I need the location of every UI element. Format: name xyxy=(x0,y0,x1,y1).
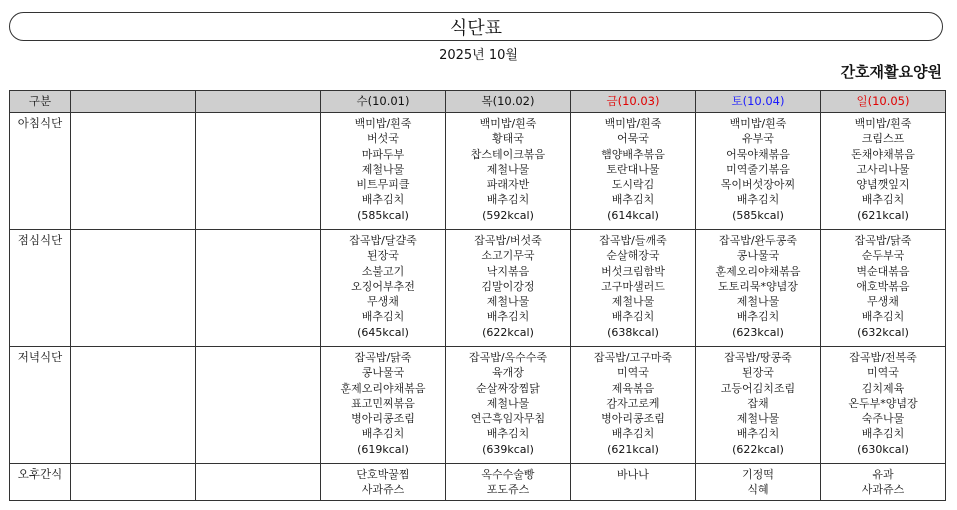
menu-item: 순살해장국 xyxy=(606,249,660,263)
menu-item: 제철나물 xyxy=(736,412,780,426)
menu-item: 버섯크림함박 xyxy=(601,264,665,278)
menu-cell-wed xyxy=(321,347,446,464)
menu-item: 애호박볶음 xyxy=(856,279,910,293)
menu-cell-fri xyxy=(571,464,696,501)
menu-item: 포도쥬스 xyxy=(486,483,530,497)
menu-item: 연근흑임자무침 xyxy=(470,412,546,426)
menu-item: (592kcal) xyxy=(482,208,534,222)
menu-item: 표고민찌볶음 xyxy=(351,396,415,410)
menu-item: (638kcal) xyxy=(607,325,659,339)
menu-item: 기정떡 xyxy=(742,468,774,481)
menu-item: 숙주나물 xyxy=(861,412,905,426)
menu-item: 배추김치 xyxy=(861,310,905,324)
menu-item: 제육볶음 xyxy=(611,381,655,395)
page-title: 식단표 xyxy=(449,17,503,39)
menu-item: 소불고기 xyxy=(361,264,405,278)
menu-cell-sat xyxy=(696,113,821,230)
menu-item: 목이버섯장아찌 xyxy=(720,178,796,192)
blank-cell xyxy=(71,464,196,501)
menu-item: 육개장 xyxy=(492,366,524,380)
menu-item: 잡곡밥/닭죽 xyxy=(354,351,412,364)
menu-item: 김치제육 xyxy=(861,381,905,395)
menu-item: 배추김치 xyxy=(736,310,780,324)
menu-item: 버섯국 xyxy=(367,132,399,146)
menu-cell-wed xyxy=(321,113,446,230)
menu-item: 유과 xyxy=(872,468,894,481)
menu-item: 미역국 xyxy=(867,366,899,380)
menu-item: 온두부*양념장 xyxy=(848,396,918,410)
menu-item: 잡곡밥/고구마죽 xyxy=(593,351,673,364)
header-day-sat: 토(10.04) xyxy=(696,91,821,113)
menu-item: 배추김치 xyxy=(611,310,655,324)
menu-item: 제철나물 xyxy=(486,396,530,410)
header-blank-1 xyxy=(71,91,196,113)
menu-cell-sun xyxy=(821,113,946,230)
menu-item: (619kcal) xyxy=(357,442,409,456)
menu-item: 잡곡밥/땅콩죽 xyxy=(724,351,792,364)
header-blank-2 xyxy=(196,91,321,113)
breakfast-row xyxy=(10,113,946,230)
menu-item: (585kcal) xyxy=(357,208,409,222)
menu-item: 비트무피클 xyxy=(356,178,410,192)
menu-item: 잡곡밥/전복죽 xyxy=(849,351,917,364)
menu-item: 고구마샐러드 xyxy=(601,279,665,293)
menu-item: 크림스프 xyxy=(861,132,905,146)
menu-item: (614kcal) xyxy=(607,208,659,222)
menu-item: (630kcal) xyxy=(857,442,909,456)
menu-item: (639kcal) xyxy=(482,442,534,456)
menu-item: 된장국 xyxy=(367,249,399,263)
snack-row xyxy=(10,464,946,501)
menu-item: 잡곡밥/닭죽 xyxy=(854,234,912,247)
menu-item: 훈제오리야채볶음 xyxy=(340,381,426,395)
menu-item: 배추김치 xyxy=(486,310,530,324)
menu-item: (622kcal) xyxy=(732,442,784,456)
row-label: 오후간식 xyxy=(10,464,71,501)
menu-cell-wed xyxy=(321,464,446,501)
menu-item: 병아리콩조림 xyxy=(601,412,665,426)
blank-cell xyxy=(71,347,196,464)
menu-item: 옥수수술빵 xyxy=(481,468,535,481)
menu-item: 배추김치 xyxy=(861,193,905,207)
menu-item: 무생채 xyxy=(367,295,399,309)
menu-item: 배추김치 xyxy=(861,427,905,441)
menu-item: 제철나물 xyxy=(611,295,655,309)
menu-item: 배추김치 xyxy=(736,193,780,207)
menu-item: 배추김치 xyxy=(611,427,655,441)
menu-item: 감자고로케 xyxy=(606,396,660,410)
menu-cell-thu xyxy=(446,347,571,464)
organization-name: 간호재활요양원 xyxy=(840,63,942,81)
menu-item: 백미밥/흰죽 xyxy=(854,117,912,130)
blank-cell xyxy=(196,464,321,501)
menu-item: 백미밥/흰죽 xyxy=(354,117,412,130)
menu-cell-fri xyxy=(571,113,696,230)
row-label: 점심식단 xyxy=(10,230,71,347)
menu-item: 도시락김 xyxy=(611,178,655,192)
menu-item: 제철나물 xyxy=(736,295,780,309)
menu-item: 도토리묵*양념장 xyxy=(718,279,798,293)
menu-item: 잡곡밥/완두콩죽 xyxy=(718,234,798,247)
menu-item: 무생채 xyxy=(867,295,899,309)
menu-item: (623kcal) xyxy=(732,325,784,339)
menu-item: 어묵국 xyxy=(617,132,649,146)
blank-cell xyxy=(196,347,321,464)
header-category: 구분 xyxy=(10,91,71,113)
blank-cell xyxy=(71,113,196,230)
menu-cell-thu xyxy=(446,113,571,230)
menu-item: (621kcal) xyxy=(857,208,909,222)
menu-item: 잡곡밥/들깨죽 xyxy=(599,234,667,247)
page-title-box xyxy=(9,12,943,41)
menu-item: 고사리나물 xyxy=(856,162,910,176)
header-day-wed: 수(10.01) xyxy=(321,91,446,113)
row-label: 저녁식단 xyxy=(10,347,71,464)
menu-item: (622kcal) xyxy=(482,325,534,339)
menu-item: 어묵야채볶음 xyxy=(726,147,790,161)
menu-item: 콩나물국 xyxy=(736,249,780,263)
menu-item: 배추김치 xyxy=(361,193,405,207)
menu-item: 잡곡밥/옥수수죽 xyxy=(468,351,548,364)
menu-item: 훈제오리야채볶음 xyxy=(715,264,801,278)
menu-item: (585kcal) xyxy=(732,208,784,222)
menu-item: 사과쥬스 xyxy=(361,483,405,497)
menu-cell-fri xyxy=(571,347,696,464)
menu-item: 제철나물 xyxy=(486,295,530,309)
menu-item: 배추김치 xyxy=(736,427,780,441)
menu-cell-sun xyxy=(821,347,946,464)
menu-item: 백미밥/흰죽 xyxy=(729,117,787,130)
menu-cell-thu xyxy=(446,464,571,501)
menu-item: 파래자반 xyxy=(486,178,530,192)
menu-item: 배추김치 xyxy=(361,427,405,441)
menu-item: 배추김치 xyxy=(611,193,655,207)
menu-item: 배추김치 xyxy=(486,427,530,441)
menu-item: (632kcal) xyxy=(857,325,909,339)
page-subtitle: 2025년 10월 xyxy=(439,48,518,63)
header-day-fri: 금(10.03) xyxy=(571,91,696,113)
header-day-sun: 일(10.05) xyxy=(821,91,946,113)
menu-item: 제철나물 xyxy=(361,162,405,176)
menu-cell-wed xyxy=(321,230,446,347)
menu-item: 오징어부추전 xyxy=(351,279,415,293)
menu-item: 김말이강정 xyxy=(481,279,535,293)
menu-item: 백미밥/흰죽 xyxy=(604,117,662,130)
header-day-thu: 목(10.02) xyxy=(446,91,571,113)
menu-table xyxy=(9,90,946,501)
menu-item: 마파두부 xyxy=(361,147,405,161)
menu-item: 사과쥬스 xyxy=(861,483,905,497)
menu-item: 소고기무국 xyxy=(481,249,535,263)
menu-item: 된장국 xyxy=(742,366,774,380)
menu-item: 순살짜장찜닭 xyxy=(476,381,540,395)
menu-item: 단호박꿀찜 xyxy=(356,468,410,481)
menu-item: 양념깻잎지 xyxy=(856,178,910,192)
menu-item: 토란대나물 xyxy=(606,162,660,176)
blank-cell xyxy=(196,113,321,230)
header-row xyxy=(10,91,946,113)
menu-cell-sat xyxy=(696,347,821,464)
menu-cell-sun xyxy=(821,230,946,347)
row-label: 아침식단 xyxy=(10,113,71,230)
menu-item: 콩나물국 xyxy=(361,366,405,380)
menu-item: 바나나 xyxy=(617,468,649,481)
menu-item: 잡채 xyxy=(747,396,769,410)
menu-item: 미역줄기볶음 xyxy=(726,162,790,176)
menu-item: 유부국 xyxy=(742,132,774,146)
menu-item: 낙지볶음 xyxy=(486,264,530,278)
menu-item: 고등어김치조림 xyxy=(720,381,796,395)
menu-item: 병아리콩조림 xyxy=(351,412,415,426)
menu-item: 잡곡밥/버섯죽 xyxy=(474,234,542,247)
menu-cell-fri xyxy=(571,230,696,347)
lunch-row xyxy=(10,230,946,347)
menu-item: (621kcal) xyxy=(607,442,659,456)
menu-cell-sat xyxy=(696,230,821,347)
menu-item: 배추김치 xyxy=(361,310,405,324)
blank-cell xyxy=(196,230,321,347)
menu-item: 찹스테이크볶음 xyxy=(470,147,546,161)
menu-item: 순두부국 xyxy=(861,249,905,263)
menu-item: 햄양배추볶음 xyxy=(601,147,665,161)
menu-item: 제철나물 xyxy=(486,162,530,176)
menu-item: 황태국 xyxy=(492,132,524,146)
menu-item: 미역국 xyxy=(617,366,649,380)
menu-item: (645kcal) xyxy=(357,325,409,339)
menu-cell-sat xyxy=(696,464,821,501)
menu-item: 배추김치 xyxy=(486,193,530,207)
menu-item: 잡곡밥/달걀죽 xyxy=(349,234,417,247)
menu-cell-sun xyxy=(821,464,946,501)
dinner-row xyxy=(10,347,946,464)
menu-item: 식혜 xyxy=(747,483,769,497)
menu-item: 돈채야채볶음 xyxy=(851,147,915,161)
blank-cell xyxy=(71,230,196,347)
menu-item: 벽순대볶음 xyxy=(856,264,910,278)
menu-cell-thu xyxy=(446,230,571,347)
menu-item: 백미밥/흰죽 xyxy=(479,117,537,130)
